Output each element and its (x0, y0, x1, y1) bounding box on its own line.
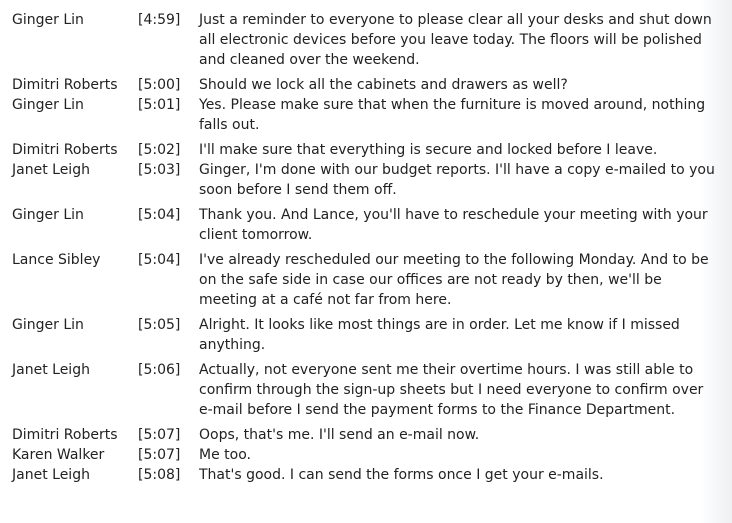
chat-row (12, 160, 724, 200)
speaker-name: Dimitri Roberts (12, 427, 118, 443)
timestamp: [5:04] (138, 207, 181, 223)
timestamp: [5:00] (138, 77, 181, 93)
chat-transcript (12, 10, 724, 485)
timestamp: [5:07] (138, 447, 181, 463)
message-text: Thank you. And Lance, you'll have to reschedule your meeting with your client tomorrow. (199, 207, 708, 243)
timestamp: [5:04] (138, 252, 181, 268)
timestamp: [5:02] (138, 142, 181, 158)
speaker-name: Ginger Lin (12, 207, 84, 223)
speaker-name: Ginger Lin (12, 317, 84, 333)
speaker-name: Janet Leigh (12, 162, 90, 178)
message-text: Yes. Please make sure that when the furniture is moved around, nothing falls out. (199, 97, 706, 133)
chat-row (12, 205, 724, 245)
speaker-name: Karen Walker (12, 447, 105, 463)
timestamp: [5:01] (138, 97, 181, 113)
message-text: Actually, not everyone sent me their overtime hours. I was still able to confirm through the sign-up sheets but I need everyone to confirm over e-mail before I send the payment forms to the Finance Department. (199, 362, 704, 418)
message-text: Should we lock all the cabinets and drawers as well? (199, 77, 568, 93)
timestamp: [5:07] (138, 427, 181, 443)
chat-row (12, 465, 724, 485)
message-text: I'll make sure that everything is secure and locked before I leave. (199, 142, 658, 158)
chat-row (12, 10, 724, 70)
speaker-name: Janet Leigh (12, 362, 90, 378)
chat-row (12, 445, 724, 465)
speaker-name: Dimitri Roberts (12, 77, 118, 93)
message-text: Me too. (199, 447, 251, 463)
timestamp: [5:03] (138, 162, 181, 178)
message-text: That's good. I can send the forms once I get your e-mails. (199, 467, 604, 483)
speaker-name: Ginger Lin (12, 97, 84, 113)
timestamp: [5:06] (138, 362, 181, 378)
speaker-name: Ginger Lin (12, 12, 84, 28)
speaker-name: Lance Sibley (12, 252, 101, 268)
message-text: Just a reminder to everyone to please clear all your desks and shut down all electronic devices before you leave today. The floors will be polished and cleaned over the weekend. (199, 12, 712, 68)
speaker-name: Dimitri Roberts (12, 142, 118, 158)
chat-row (12, 95, 724, 135)
message-text: I've already rescheduled our meeting to the following Monday. And to be on the safe side in case our offices are not ready by then, we'll be meeting at a café not far from here. (199, 252, 709, 308)
speaker-name: Janet Leigh (12, 467, 90, 483)
chat-row (12, 250, 724, 310)
message-text: Ginger, I'm done with our budget reports. I'll have a copy e-mailed to you soon before I send them off. (199, 162, 715, 198)
chat-row (12, 425, 724, 445)
timestamp: [5:08] (138, 467, 181, 483)
message-text: Alright. It looks like most things are in order. Let me know if I missed anything. (199, 317, 680, 353)
chat-row (12, 315, 724, 355)
timestamp: [5:05] (138, 317, 181, 333)
message-text: Oops, that's me. I'll send an e-mail now. (199, 427, 480, 443)
chat-row (12, 75, 724, 95)
timestamp: [4:59] (138, 12, 181, 28)
chat-row (12, 140, 724, 160)
chat-row (12, 360, 724, 420)
